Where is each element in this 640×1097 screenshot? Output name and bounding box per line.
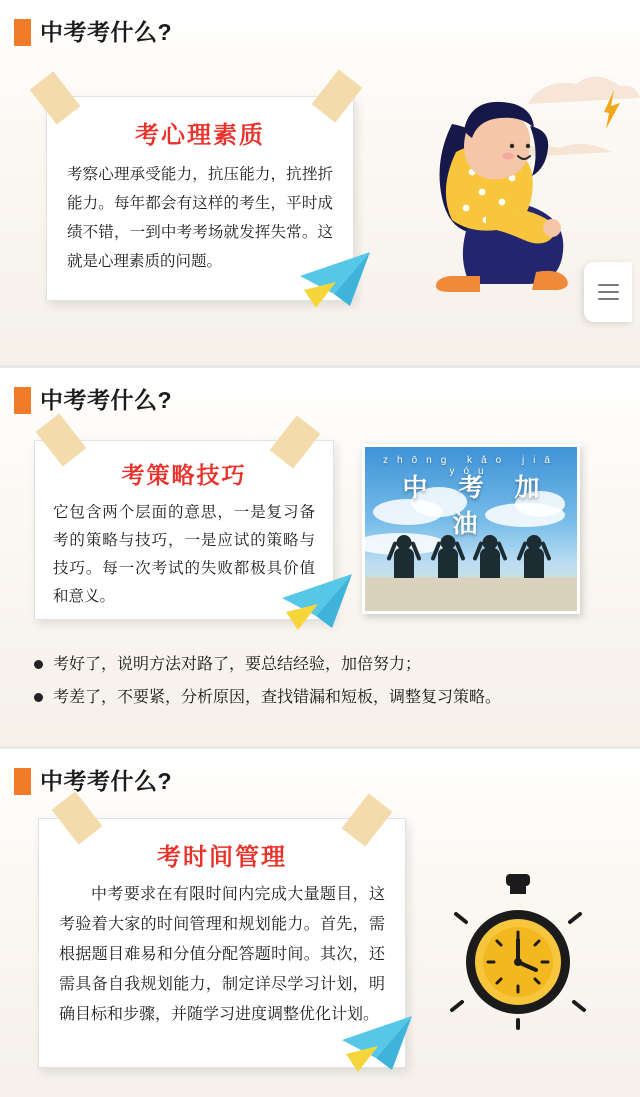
stopwatch-illustration bbox=[448, 870, 588, 1030]
bullet-dot-icon bbox=[34, 660, 43, 669]
exam-cheer-photo bbox=[362, 444, 580, 614]
note-card-strategy bbox=[34, 440, 334, 620]
hamburger-line bbox=[598, 291, 619, 293]
bullet-dot-icon bbox=[34, 693, 43, 702]
heading-text: 中考考什么? bbox=[40, 386, 173, 413]
student-silhouette bbox=[391, 535, 417, 577]
photo-ground bbox=[365, 577, 577, 611]
card-body: 中考要求在有限时间内完成大量题目，这考验着大家的时间管理和规划能力。首先，需根据题目难易和分值分配答题时间。其次，还需具备自我规划能力，制定详尽学习计划，明确目标和步骤，并随学习进度调整优化计划。 bbox=[59, 886, 385, 1023]
strategy-bullet-list bbox=[30, 652, 620, 718]
note-card-psychological bbox=[46, 96, 354, 301]
student-silhouette bbox=[477, 535, 503, 577]
body bbox=[438, 548, 458, 578]
card-title: 考时间管理 bbox=[157, 844, 287, 871]
photo-hanzi: 中 考 加 油 bbox=[402, 474, 552, 538]
student-silhouette bbox=[435, 535, 461, 577]
card-body: 它包含两个层面的意思，一是复习备考的策略与技巧，一是应试的策略与技巧。每一次考试的失败都极具价值和意义。 bbox=[53, 504, 315, 605]
heading-text: 中考考什么? bbox=[40, 18, 173, 45]
section-heading-2 bbox=[0, 368, 640, 414]
card-title: 考策略技巧 bbox=[121, 462, 247, 488]
heading-text: 中考考什么? bbox=[40, 767, 173, 794]
body bbox=[480, 548, 500, 578]
hamburger-line bbox=[598, 298, 619, 300]
paper-plane-icon bbox=[338, 1010, 424, 1080]
list-item bbox=[30, 685, 620, 710]
paper-plane-icon bbox=[278, 568, 364, 638]
list-item bbox=[30, 652, 620, 677]
hamburger-line bbox=[598, 284, 619, 286]
bullet-text: 考好了，说明方法对路了，要总结经验，加倍努力； bbox=[53, 656, 422, 673]
card-title: 考心理素质 bbox=[135, 122, 265, 149]
heading-accent-bar bbox=[14, 387, 31, 414]
paper-plane-icon bbox=[296, 246, 382, 316]
section-psychological-quality bbox=[0, 0, 640, 365]
section-heading-1 bbox=[0, 0, 640, 46]
menu-hamburger-button[interactable] bbox=[584, 262, 632, 322]
body bbox=[394, 548, 414, 578]
card-body: 考察心理承受能力，抗压能力，抗挫折能力。每年都会有这样的考生，平时成绩不错，一到中考考场就发挥失常。这就是心理素质的问题。 bbox=[67, 166, 333, 270]
heading-accent-bar bbox=[14, 768, 31, 795]
photo-pinyin: zhōng kǎo jiā yóu bbox=[383, 455, 559, 477]
body bbox=[524, 548, 544, 578]
section-heading-3 bbox=[0, 749, 640, 795]
note-card-time-management bbox=[38, 818, 406, 1068]
heading-accent-bar bbox=[14, 19, 31, 46]
student-silhouette bbox=[521, 535, 547, 577]
bullet-text: 考差了，不要紧，分析原因，查找错漏和短板，调整复习策略。 bbox=[53, 689, 502, 706]
